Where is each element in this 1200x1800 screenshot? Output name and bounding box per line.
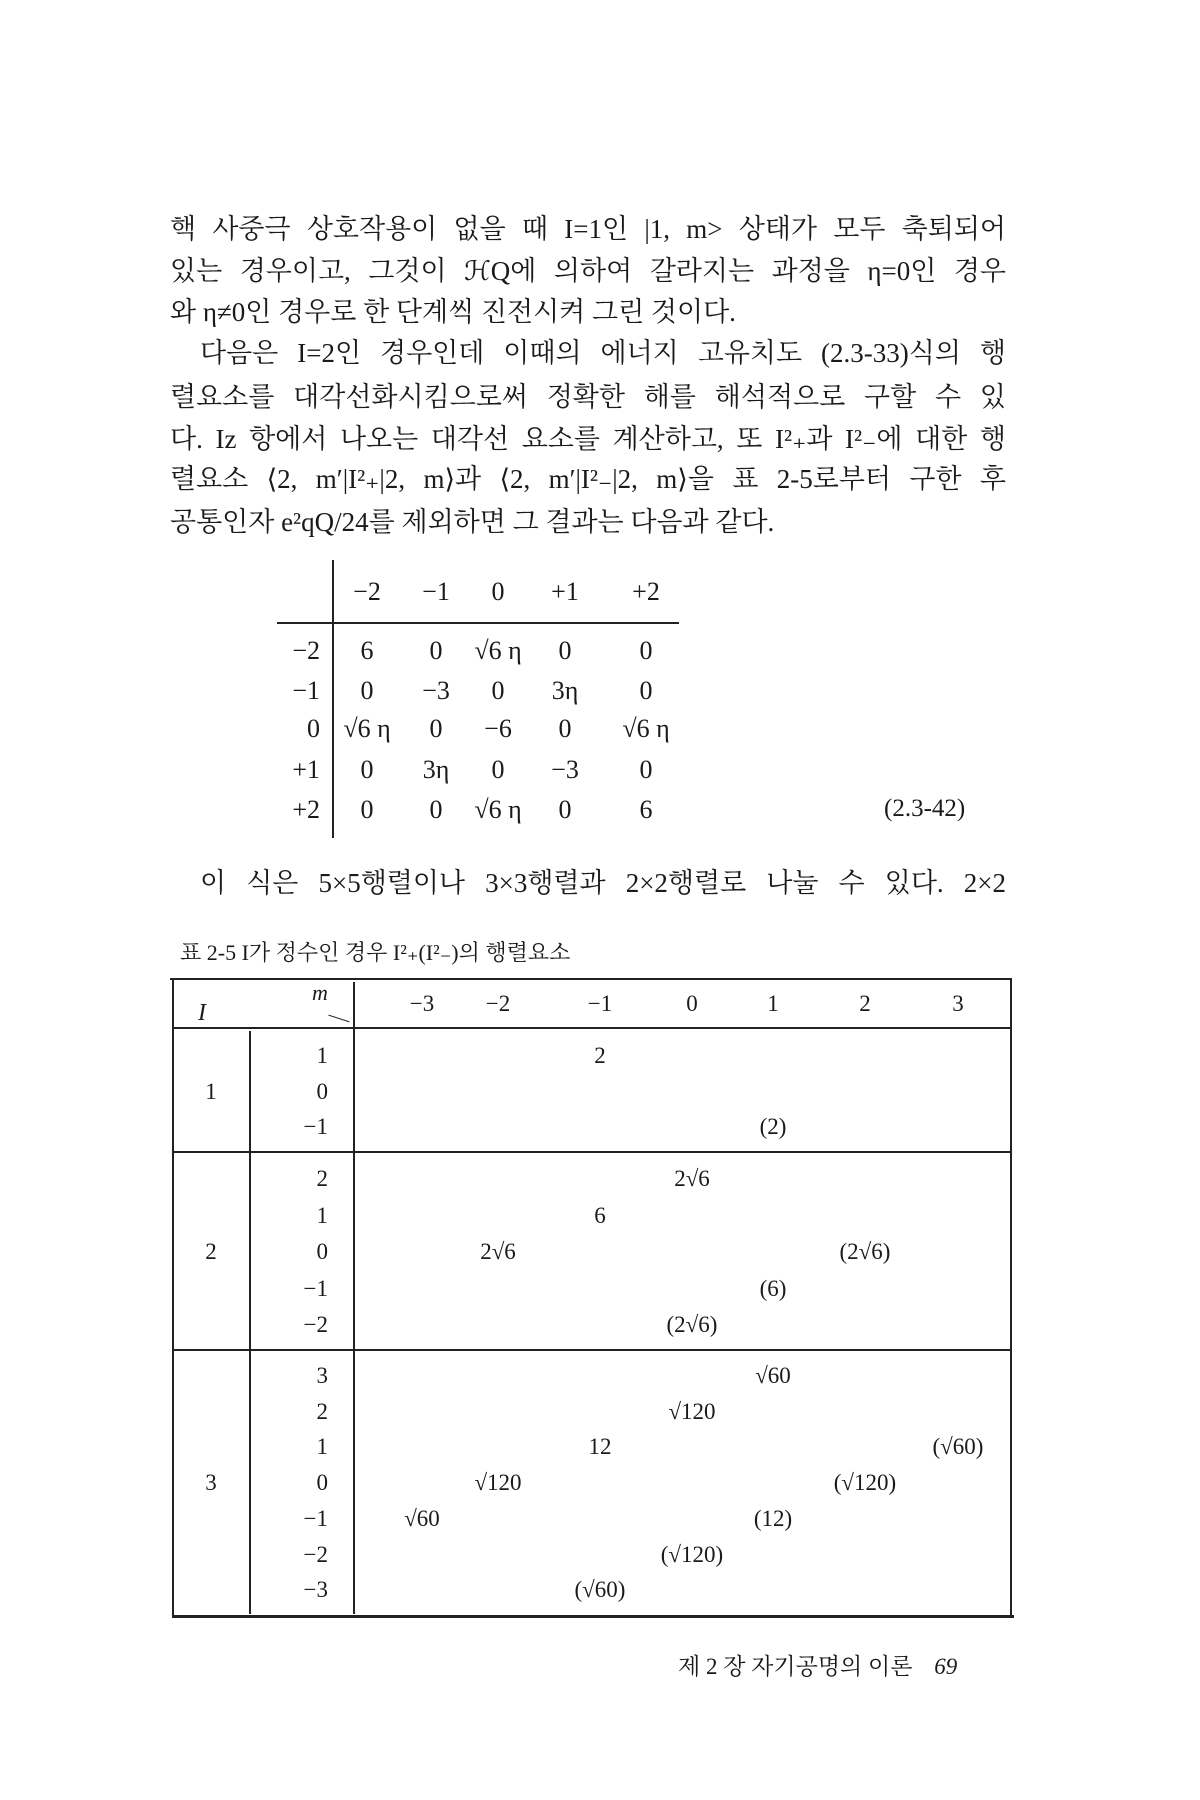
table-m-value: 3 (316, 1363, 328, 1388)
matrix-col-header: −1 (422, 577, 450, 606)
body-text-line: 와 η≠0인 경우로 한 단계씩 진전시켜 그린 것이다. (170, 297, 736, 327)
matrix-cell: 0 (639, 636, 653, 665)
matrix-cell: 0 (558, 714, 572, 743)
table-m-value: 0 (316, 1470, 328, 1496)
table-matrix-element: (2√6) (666, 1312, 718, 1337)
body-text-line: 공통인자 e²qQ/24를 제외하면 그 결과는 다음과 같다. (170, 507, 775, 537)
table-m-value: 2 (316, 1398, 328, 1424)
table-top-rule (170, 978, 1012, 980)
table-m-value: −1 (303, 1114, 328, 1139)
table-matrix-element: 2 (594, 1043, 606, 1068)
matrix-row-header: +2 (292, 795, 320, 824)
body-text-line: 핵 사중극 상호작용이 없을 때 I=1인 |1, m> 상태가 모두 축퇴되어 (170, 214, 1006, 244)
matrix-cell: 0 (491, 755, 505, 784)
body-text-line: 렬요소를 대각선화시킴으로써 정확한 해를 해석적으로 구할 수 있 (170, 382, 1006, 412)
matrix-cell: −3 (422, 676, 450, 705)
body-text-line: 다. Iz 항에서 나오는 대각선 요소를 계산하고, 또 I²₊과 I²₋에 대한 행 (170, 424, 1006, 454)
matrix-row-header: −2 (292, 636, 320, 665)
chapter-title: 제 2 장 자기공명의 이론 (678, 1654, 913, 1679)
matrix-cell: 3η (422, 755, 450, 784)
matrix-row-header: −1 (292, 676, 320, 705)
table-matrix-element: (6) (759, 1275, 787, 1301)
table-m-value: 1 (316, 1434, 328, 1460)
table-col-header: −1 (587, 991, 613, 1016)
table-left-border (172, 980, 174, 1616)
table-matrix-element: 2√6 (674, 1166, 710, 1191)
matrix-cell: 0 (360, 795, 374, 824)
page-footer (678, 1648, 957, 1681)
matrix-col-header: 0 (491, 577, 505, 606)
matrix-cell: 0 (429, 714, 443, 743)
table-m-rule (353, 982, 355, 1614)
matrix-cell: 0 (558, 636, 572, 665)
table-matrix-element: (√120) (660, 1541, 724, 1567)
matrix-cell: 0 (491, 676, 505, 705)
table-matrix-element: (√120) (833, 1470, 897, 1496)
matrix-cell: √6 η (622, 714, 670, 743)
matrix-cell: −6 (484, 714, 512, 743)
table-m-value: 2 (316, 1166, 328, 1191)
table-col-header: 2 (859, 991, 871, 1016)
matrix-col-header: +1 (551, 577, 579, 606)
header-I: I (198, 1000, 206, 1026)
table-col-header: 3 (952, 991, 964, 1016)
matrix-row-header: +1 (292, 755, 320, 784)
table-m-value: −1 (303, 1275, 328, 1301)
table-group-rule (172, 1151, 1012, 1153)
matrix-cell: −3 (551, 755, 579, 784)
matrix-cell: 0 (360, 676, 374, 705)
table-m-value: −2 (303, 1312, 328, 1337)
page-number: 69 (934, 1654, 958, 1679)
matrix-cell: 0 (639, 676, 653, 705)
table-matrix-element: 12 (588, 1434, 612, 1460)
matrix-cell: 6 (639, 795, 653, 824)
table-I-value: 3 (205, 1470, 217, 1496)
table-matrix-element: √120 (474, 1470, 522, 1496)
matrix-col-header: +2 (632, 577, 660, 606)
matrix-cell: 0 (639, 755, 653, 784)
table-col-header: 0 (686, 991, 698, 1016)
table-header-rule (172, 1027, 1012, 1029)
table-matrix-element: √60 (404, 1505, 440, 1531)
body-text-line: 렬요소 ⟨2, m′|I²₊|2, m⟩과 ⟨2, m′|I²₋|2, m⟩을 표 2-5로부터 구한 후 (170, 464, 1006, 494)
table-col-header: −2 (485, 991, 511, 1016)
table-matrix-element: (2) (759, 1114, 787, 1139)
table-m-value: 1 (316, 1043, 328, 1068)
table-caption: 표 2-5 I가 정수인 경우 I²₊(I²₋)의 행렬요소 (180, 940, 571, 965)
matrix-cell: 3η (551, 676, 579, 705)
table-group-rule (172, 1349, 1012, 1351)
table-m-value: −3 (303, 1577, 328, 1603)
matrix-cell: 0 (429, 636, 443, 665)
table-bottom-rule (172, 1615, 1014, 1618)
table-right-border (1010, 980, 1012, 1616)
table-col-header: −3 (409, 991, 435, 1016)
table-m-value: −2 (303, 1541, 328, 1567)
table-m-value: −1 (303, 1505, 328, 1531)
table-I-value: 2 (205, 1239, 217, 1264)
table-I-rule (249, 1031, 251, 1614)
matrix-row-header: 0 (307, 714, 320, 743)
equation-label: (2.3-42) (884, 795, 966, 822)
table-matrix-element: (12) (753, 1505, 793, 1531)
table-matrix-element: (√60) (574, 1577, 626, 1603)
table-matrix-element: √120 (668, 1398, 716, 1424)
matrix-cell: √6 η (474, 795, 522, 824)
table-m-value: 1 (316, 1202, 328, 1228)
table-m-value: 0 (316, 1239, 328, 1264)
table-I-value: 1 (205, 1078, 217, 1104)
table-matrix-element: 2√6 (480, 1239, 516, 1264)
matrix-cell: √6 η (343, 714, 391, 743)
table-col-header: 1 (767, 991, 779, 1016)
table-matrix-element: 6 (594, 1202, 606, 1228)
matrix-cell: 0 (429, 795, 443, 824)
table-m-value: 0 (316, 1078, 328, 1104)
matrix-cell: √6 η (474, 636, 522, 665)
body-text-line: 이 식은 5×5행렬이나 3×3행렬과 2×2행렬로 나눌 수 있다. 2×2 (200, 868, 1006, 898)
header-diagonal (328, 1015, 349, 1023)
table-matrix-element: √60 (755, 1363, 791, 1388)
matrix-col-header: −2 (353, 577, 381, 606)
table-matrix-element: (√60) (932, 1434, 984, 1460)
body-text-line: 있는 경우이고, 그것이 ℋQ에 의하여 갈라지는 과정을 η=0인 경우 (170, 256, 1006, 286)
matrix-horizontal-rule (277, 622, 679, 624)
body-text-line: 다음은 I=2인 경우인데 이때의 에너지 고유치도 (2.3-33)식의 행 (200, 338, 1006, 368)
matrix-cell: 0 (558, 795, 572, 824)
matrix-cell: 0 (360, 755, 374, 784)
table-matrix-element: (2√6) (839, 1239, 891, 1264)
header-m: m (312, 980, 328, 1005)
matrix-vertical-rule (332, 560, 334, 838)
matrix-cell: 6 (360, 636, 374, 665)
